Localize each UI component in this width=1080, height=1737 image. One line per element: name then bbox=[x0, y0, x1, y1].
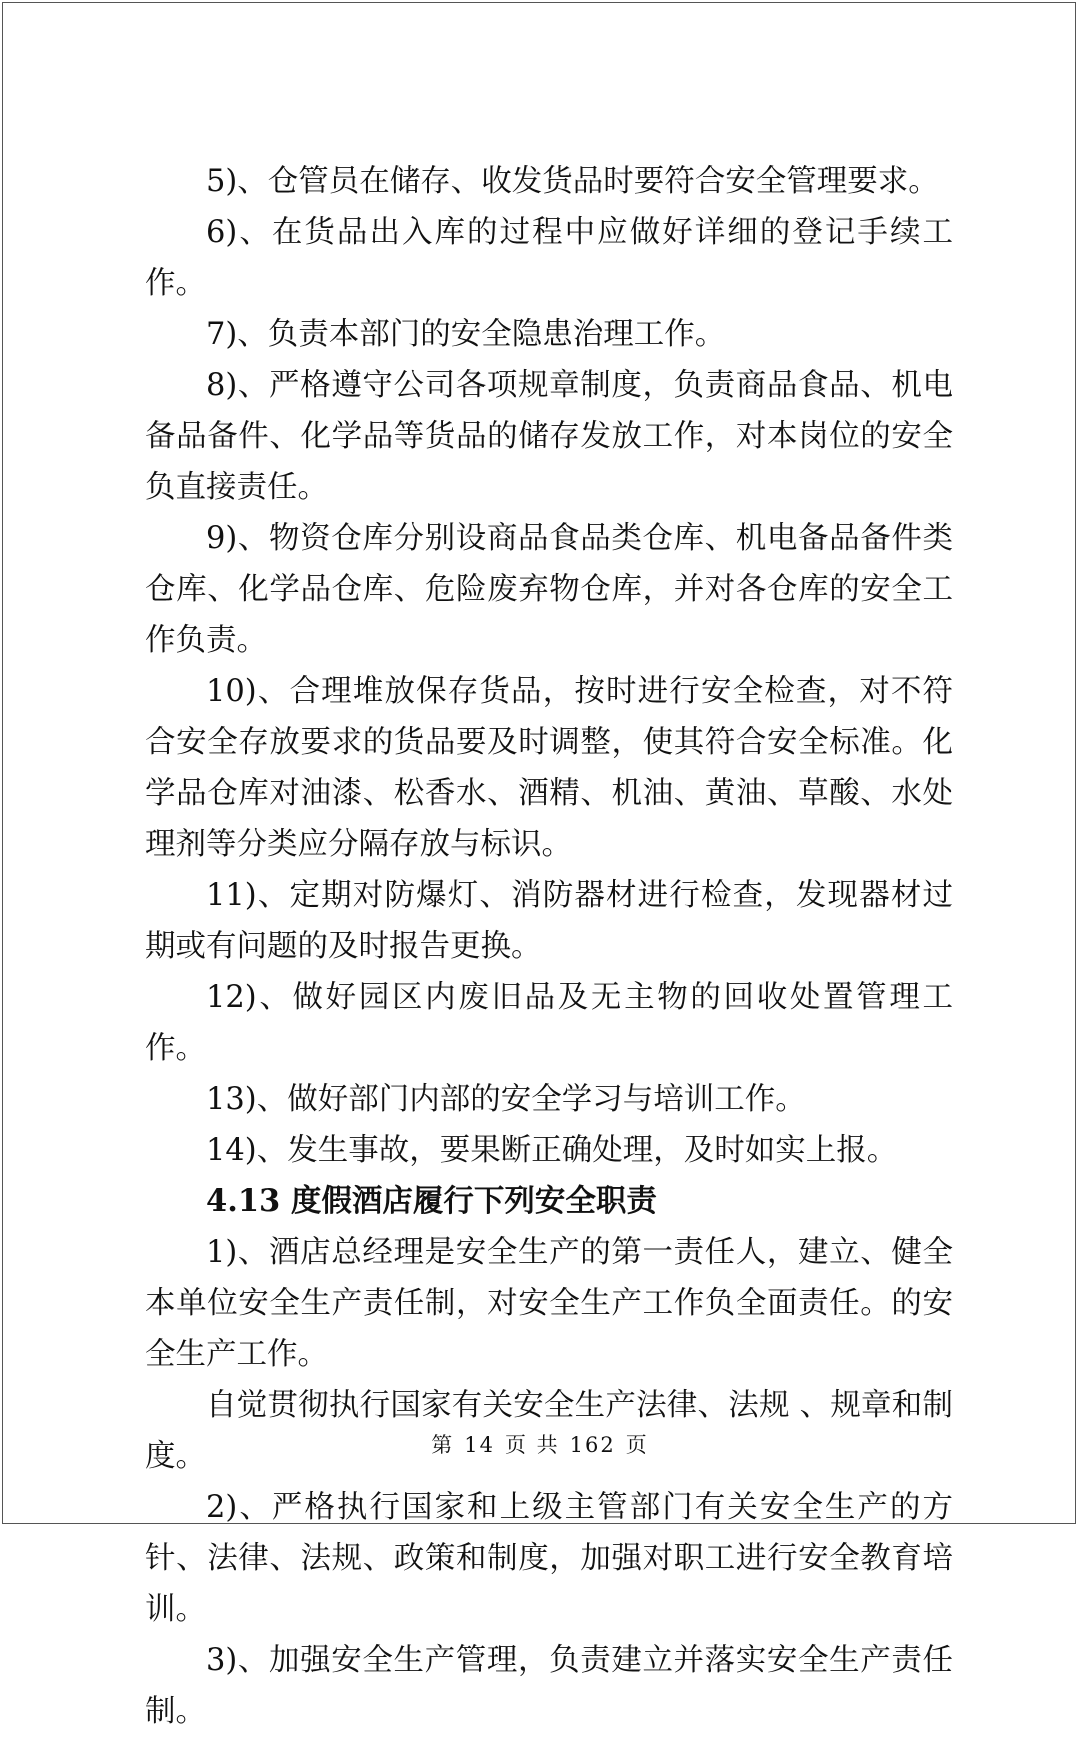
section-heading-4-13: 4.13 度假酒店履行下列安全职责 bbox=[206, 1183, 657, 1219]
total-pages-number: 162 bbox=[569, 1433, 616, 1457]
current-page-number: 14 bbox=[464, 1433, 495, 1457]
paragraph-item-11: 11)、定期对防爆灯、消防器材进行检查，发现器材过期或有问题的及时报告更换。 bbox=[145, 878, 953, 964]
paragraph-item-6: 6)、在货品出入库的过程中应做好详细的登记手续工作。 bbox=[145, 215, 953, 301]
paragraph-item-5: 5)、仓管员在储存、收发货品时要符合安全管理要求。 bbox=[206, 164, 939, 199]
paragraph-hotel-3: 3)、加强安全生产管理，负责建立并落实安全生产责任制。 bbox=[145, 1643, 953, 1729]
paragraph-item-7: 7)、负责本部门的安全隐患治理工作。 bbox=[206, 317, 726, 352]
paragraph-item-12: 12)、做好园区内废旧品及无主物的回收处置管理工作。 bbox=[145, 980, 953, 1066]
paragraph-hotel-2: 2)、严格执行国家和上级主管部门有关安全生产的方针、法律、法规、政策和制度，加强对职工进行安全教育培训。 bbox=[145, 1490, 953, 1627]
paragraph-item-13: 13)、做好部门内部的安全学习与培训工作。 bbox=[206, 1082, 806, 1117]
paragraph-hotel-1: 1)、酒店总经理是安全生产的第一责任人，建立、健全本单位安全生产责任制，对安全生产工作负全面责任。的安全生产工作。 bbox=[145, 1235, 953, 1372]
paragraph-hotel-continuation: 自觉贯彻执行国家有关安全生产法律、法规 、规章和制度。 bbox=[145, 1388, 953, 1474]
paragraph-item-9: 9)、物资仓库分别设商品食品类仓库、机电备品备件类仓库、化学品仓库、危险废弃物仓库，并对各仓库的安全工作负责。 bbox=[145, 521, 953, 658]
footer-prefix: 第 bbox=[431, 1433, 455, 1457]
page-footer bbox=[0, 1430, 1080, 1460]
paragraph-item-8: 8)、严格遵守公司各项规章制度，负责商品食品、机电备品备件、化学品等货品的储存发放工作，对本岗位的安全负直接责任。 bbox=[145, 368, 953, 505]
paragraph-item-10: 10)、合理堆放保存货品，按时进行安全检查，对不符合安全存放要求的货品要及时调整，使其符合安全标准。化学品仓库对油漆、松香水、酒精、机油、黄油、草酸、水处理剂等分类应分隔存放与标识。 bbox=[145, 674, 953, 862]
paragraph-item-14: 14)、发生事故，要果断正确处理，及时如实上报。 bbox=[206, 1133, 898, 1168]
footer-mid: 页 共 bbox=[504, 1433, 560, 1457]
document-body bbox=[145, 156, 953, 1737]
footer-suffix: 页 bbox=[625, 1433, 649, 1457]
